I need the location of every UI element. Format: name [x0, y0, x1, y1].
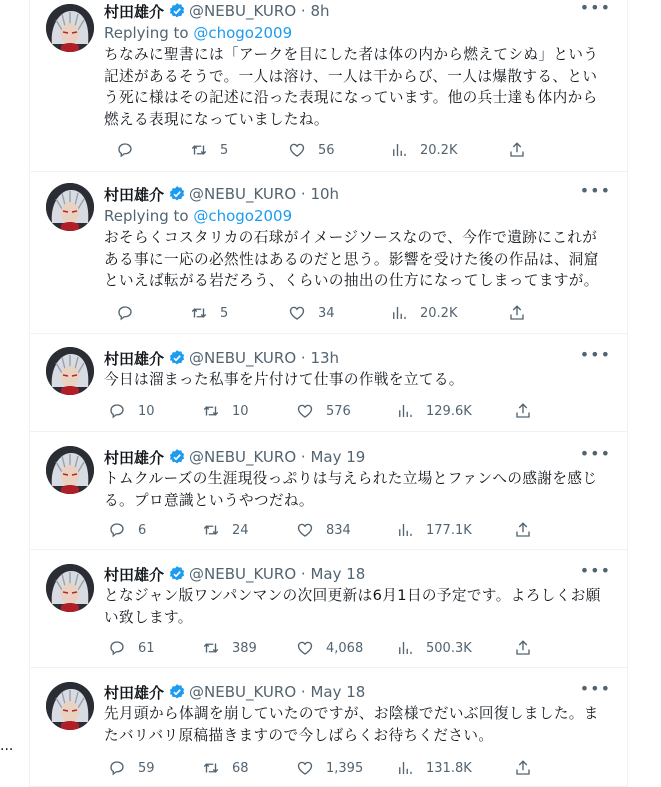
tweet-text-line: たバリバリ原稿描きますので今しばらくお待ちください。: [104, 726, 494, 744]
tweet-actions: [30, 140, 627, 160]
separator-dot: ·: [296, 448, 311, 466]
tweet-text-line: おそらくコスタリカの石球がイメージソースなので、今作で遺跡にこれが: [104, 229, 598, 246]
views-button[interactable]: [396, 401, 472, 421]
tweet-text-line: る。プロ意識というやつだね。: [104, 491, 314, 509]
retweet-icon: [202, 639, 220, 657]
rail-dots: ...: [0, 738, 14, 754]
views-button[interactable]: [396, 758, 472, 778]
retweet-icon: [190, 141, 208, 159]
retweet-button[interactable]: [190, 140, 228, 160]
verified-badge-icon: [168, 683, 186, 701]
views-button[interactable]: [390, 140, 457, 160]
more-options-icon[interactable]: •••: [579, 0, 611, 17]
views-count: 177.1K: [426, 522, 472, 538]
more-options-icon[interactable]: •••: [579, 181, 611, 200]
tweet-text: [104, 227, 611, 292]
views-count: 500.3K: [426, 640, 472, 656]
tweet-text-line: い致します。: [104, 608, 193, 626]
tweet-header: [104, 446, 611, 468]
like-icon: [296, 759, 314, 777]
like-button[interactable]: [296, 401, 351, 421]
tweet-actions: [30, 401, 627, 421]
tweet-actions: [30, 758, 627, 778]
tweet-text-line: 先月頭から体調を崩していたのですが、お陰様でだいぶ回復しました。ま: [104, 705, 599, 722]
tweet-text-line: 記述があるそうで。一人は溶け、一人は干からび、一人は爆散する、とい: [104, 67, 598, 85]
like-icon: [288, 304, 306, 322]
tweet-text-line: となジャン版ワンパンマンの次回更新は6月1日の予定です。よろしくお願: [104, 587, 601, 604]
verified-badge-icon: [168, 185, 186, 203]
retweet-icon: [202, 759, 220, 777]
replying-to: [104, 205, 611, 227]
avatar[interactable]: [46, 682, 94, 730]
retweet-icon: [202, 402, 220, 420]
tweet-header: [104, 0, 611, 22]
share-button[interactable]: [508, 303, 526, 323]
replying-to: [104, 22, 611, 44]
views-count: 129.6K: [426, 403, 472, 419]
tweet-time[interactable]: 10h: [310, 185, 340, 203]
likes-count: 4,068: [326, 640, 364, 656]
like-icon: [296, 402, 314, 420]
avatar[interactable]: [46, 564, 94, 612]
tweet-actions: [30, 638, 627, 658]
tweet[interactable]: [30, 0, 627, 172]
tweet-text: [104, 703, 611, 746]
like-button[interactable]: [296, 638, 363, 658]
likes-count: 34: [318, 305, 335, 321]
views-icon: [390, 304, 408, 322]
tweet-time[interactable]: May 18: [310, 683, 366, 701]
share-button[interactable]: [514, 638, 532, 658]
author-handle[interactable]: @NEBU_KURO: [189, 565, 297, 583]
views-count: 20.2K: [420, 142, 458, 158]
replying-to-label: Replying to: [104, 24, 194, 42]
retweets-count: 5: [220, 305, 229, 321]
author-handle[interactable]: @NEBU_KURO: [189, 683, 297, 701]
tweet[interactable]: [30, 432, 627, 550]
author-name[interactable]: 村田雄介: [104, 448, 165, 467]
likes-count: 1,395: [326, 760, 364, 776]
author-name[interactable]: 村田雄介: [104, 349, 165, 368]
retweet-icon: [190, 304, 208, 322]
reply-button[interactable]: [108, 758, 155, 778]
share-button[interactable]: [514, 401, 532, 421]
tweet-text-line: う死に様はその記述に沿った表現になっています。他の兵士達も体内から: [104, 89, 598, 106]
views-icon: [396, 639, 414, 657]
likes-count: 834: [326, 522, 351, 538]
like-button[interactable]: [296, 758, 363, 778]
tweet-text: [104, 44, 611, 130]
reply-icon: [108, 639, 126, 657]
more-options-icon[interactable]: •••: [579, 444, 611, 463]
tweet-time[interactable]: May 18: [310, 565, 366, 583]
reply-icon: [116, 141, 134, 159]
share-icon: [508, 141, 526, 159]
retweets-count: 10: [232, 403, 249, 419]
tweet-text-line: といえば転がる岩だろう、くらいの抽出の仕方になってしまってますが。: [104, 272, 599, 289]
more-options-icon[interactable]: •••: [579, 561, 611, 580]
retweets-count: 24: [232, 522, 249, 538]
tweet[interactable]: [30, 334, 627, 432]
tweet-text: [104, 585, 611, 628]
share-icon: [508, 304, 526, 322]
replying-to-link[interactable]: @chogo2009: [193, 24, 293, 42]
tweet-text: [104, 369, 611, 391]
tweet-header: [104, 183, 611, 205]
likes-count: 576: [326, 403, 351, 419]
avatar[interactable]: [46, 446, 94, 494]
reply-button[interactable]: [108, 401, 155, 421]
reply-button[interactable]: [116, 303, 146, 323]
author-handle[interactable]: @NEBU_KURO: [189, 2, 297, 20]
author-name[interactable]: 村田雄介: [104, 683, 165, 702]
views-button[interactable]: [396, 638, 472, 658]
views-button[interactable]: [390, 303, 457, 323]
replies-count: 59: [138, 760, 155, 776]
like-button[interactable]: [288, 140, 335, 160]
tweet-header: [104, 681, 611, 703]
retweet-icon: [202, 521, 220, 539]
views-count: 20.2K: [420, 305, 458, 321]
tweet-text: [104, 468, 611, 511]
tweet-text-line: トムクルーズの生涯現役っぷりは与えられた立場とファンへの感謝を感じ: [104, 470, 598, 487]
author-handle[interactable]: @NEBU_KURO: [189, 185, 297, 203]
more-options-icon[interactable]: •••: [579, 345, 611, 364]
avatar[interactable]: [46, 183, 94, 231]
like-icon: [288, 141, 306, 159]
separator-dot: ·: [296, 2, 311, 20]
tweet-text-line: ある事に一応の必然性はあるのだと思う。影響を受けた後の作品は、洞窟: [104, 250, 599, 268]
retweet-button[interactable]: [202, 401, 249, 421]
tweet-actions: [30, 520, 627, 540]
reply-icon: [108, 759, 126, 777]
replying-to-label: Replying to: [104, 207, 194, 225]
like-icon: [296, 521, 314, 539]
views-icon: [396, 521, 414, 539]
reply-button[interactable]: [116, 140, 146, 160]
share-icon: [514, 521, 532, 539]
likes-count: 56: [318, 142, 335, 158]
views-count: 131.8K: [426, 760, 472, 776]
author-handle[interactable]: @NEBU_KURO: [189, 349, 297, 367]
share-icon: [514, 402, 532, 420]
author-handle[interactable]: @NEBU_KURO: [189, 448, 297, 466]
replying-to-link[interactable]: @chogo2009: [193, 207, 293, 225]
separator-dot: ·: [296, 185, 311, 203]
retweet-button[interactable]: [190, 303, 228, 323]
tweet-time[interactable]: 8h: [310, 2, 330, 20]
more-options-icon[interactable]: •••: [579, 679, 611, 698]
tweet[interactable]: [30, 550, 627, 668]
author-name[interactable]: 村田雄介: [104, 2, 165, 21]
share-button[interactable]: [508, 140, 526, 160]
reply-button[interactable]: [108, 520, 146, 540]
reply-icon: [116, 304, 134, 322]
tweet-time[interactable]: May 19: [310, 448, 366, 466]
verified-badge-icon: [168, 448, 186, 466]
replies-count: 6: [138, 522, 147, 538]
tweet[interactable]: [30, 172, 627, 334]
tweet-header: [104, 563, 611, 585]
replies-count: 10: [138, 403, 155, 419]
reply-icon: [108, 402, 126, 420]
views-button[interactable]: [396, 520, 472, 540]
author-name[interactable]: 村田雄介: [104, 565, 165, 584]
share-button[interactable]: [514, 520, 532, 540]
views-icon: [396, 402, 414, 420]
like-button[interactable]: [296, 520, 351, 540]
tweet-actions: [30, 303, 627, 323]
replies-count: 61: [138, 640, 155, 656]
tweet-text-line: ちなみに聖書には「アークを目にした者は体の内から燃えてシぬ」という: [104, 46, 599, 63]
retweets-count: 68: [232, 760, 249, 776]
retweets-count: 5: [220, 142, 229, 158]
share-icon: [514, 639, 532, 657]
avatar[interactable]: [46, 4, 94, 52]
tweet-header: [104, 347, 611, 369]
separator-dot: ·: [296, 349, 311, 367]
share-icon: [514, 759, 532, 777]
retweet-button[interactable]: [202, 638, 257, 658]
right-divider: [627, 0, 628, 787]
tweet-text-line: 燃える表現になっていましたね。: [104, 110, 329, 128]
tweet-text-line: 今日は溜まった私事を片付けて仕事の作戦を立てる。: [104, 371, 464, 388]
like-button[interactable]: [288, 303, 335, 323]
retweets-count: 389: [232, 640, 257, 656]
retweet-button[interactable]: [202, 520, 249, 540]
verified-badge-icon: [168, 349, 186, 367]
reply-button[interactable]: [108, 638, 155, 658]
reply-icon: [108, 521, 126, 539]
separator-dot: ·: [296, 683, 311, 701]
verified-badge-icon: [168, 565, 186, 583]
verified-badge-icon: [168, 2, 186, 20]
author-name[interactable]: 村田雄介: [104, 185, 165, 204]
avatar[interactable]: [46, 347, 94, 395]
tweet-time[interactable]: 13h: [310, 349, 340, 367]
separator-dot: ·: [296, 565, 311, 583]
like-icon: [296, 639, 314, 657]
retweet-button[interactable]: [202, 758, 249, 778]
share-button[interactable]: [514, 758, 532, 778]
views-icon: [390, 141, 408, 159]
left-rail: [0, 0, 30, 787]
tweet[interactable]: [30, 668, 627, 787]
views-icon: [396, 759, 414, 777]
